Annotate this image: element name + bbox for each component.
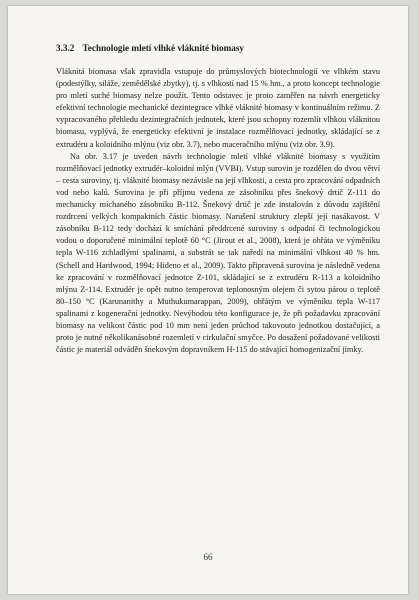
section-heading xyxy=(56,42,380,54)
document-page xyxy=(8,6,408,594)
paragraph-2: Na obr. 3.17 je uveden návrh technologie mletí vlhké vláknité biomasy s využitím rozmělňovací jednotky extrudér–koloidní mlýn (VVBI). Vstup surovin je rozdělen do dvou větví – cesta suroviny, tj. vláknité biomasy nezávisle na její vlhkosti, a cesta pro zpracování odpadních vod nebo kalů. Surovina je při příjmu vedena ze zásobníku přes šnekový drtič Z-111 do mechanicky míchaného zásobníku B-112. Šnekový drtič je zde instalován z důvodu zajištění rozdrcení velkých kompaktních částic biomasy. Narušení struktury zlepší její nasákavost. V zásobníku B-112 tedy dochází k smíchání předdrcené suroviny s odpadní či technologickou vodou o doporučené minimální teplotě 60 °C (Jirout et al., 2008), která je ohřáta ve výměníku tepla W-116 zchladlými spalinami, a substrát se tak naředí na minimální vlhkost 40 % hm. (Schell and Hardwood, 1994; Hideno et al., 2009). Takto připravená surovina je následně vedena ke zpracování v rozmělňovací jednotce Z-101, skládající se z extrudéru R-113 a koloidního mlýnu Z-114. Extrudér je opět nutno temperovat teplonosným olejem či sytou párou o teplotě 80–150 °C (Karunanithy a Muthukumarappan, 2009), ohřátým ve výměníku tepla W-117 spalinami z kogenerační jednotky. Nevýhodou této konfigurace je, že při požadavku zpracování biomasy na velikost částic pod 10 mm není jeden průchod takovouto jednotkou dostačující, a proto je nutné několikanásobné rozemletí v cirkulační smyčce. Po dosažení požadované velikosti částic je materiál odváděn šnekovým dopravníkem H-115 do stávající homogenizační jímky. xyxy=(56,151,380,355)
section-number: 3.3.2 xyxy=(56,43,75,53)
page-content xyxy=(56,42,380,356)
paragraph-1: Vláknitá biomasa však zpravidla vstupuje do průmyslových biotechnologií ve vlhkém stavu (podestýlky, siláže, zemědělské zbytky), tj. s vlhkostí nad 15 % hm., a proto koncept technologie pro mletí suché biomasy nelze použít. Tento odstavec je proto zaměřen na návrh energeticky efektivní technologie mechanické dezintegrace vlhké vláknité biomasy v kontinuálním režimu. Z vypracovaného přehledu dezintegračních jednotek, které jsou schopny rozemlít vlhkou vláknitou biomasu, vyplývá, že energeticky efektivní je instalace rozmělňovací jednotky, skládající se z extrudéru a koloidního mlýnu (viz obr. 3.7), nebo maceračního mlýnu (viz obr. 3.9). xyxy=(56,67,380,149)
page-number: 66 xyxy=(203,552,213,562)
section-title: Technologie mletí vlhké vláknité biomasy xyxy=(82,43,244,53)
